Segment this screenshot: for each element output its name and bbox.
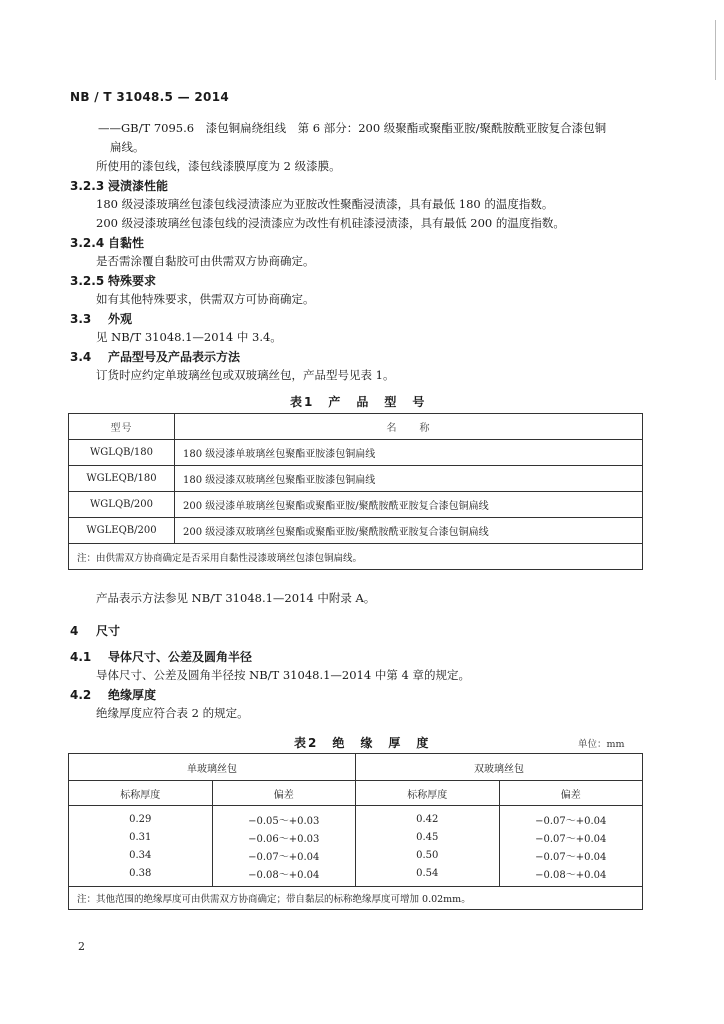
product-model-table: [68, 413, 643, 570]
section-3-3-heading: [70, 310, 132, 327]
column-header-model: 型号: [69, 414, 175, 440]
single-nominal-cell: 0.34: [69, 846, 213, 864]
reference-line-1: ——GB/T 7095.6 漆包铜扁绕组线 第 6 部分：200 级聚酯或聚酯亚胺/聚酰胺酰亚胺复合漆包铜: [98, 121, 607, 135]
double-nominal-cell: 0.42: [356, 806, 500, 829]
section-number: 3.4: [70, 350, 92, 364]
section-3-2-4-heading: [70, 234, 144, 251]
table-2-caption: 表2 绝 缘 厚 度: [294, 736, 431, 750]
section-4-1-heading: [70, 648, 252, 665]
table-row: [69, 806, 643, 829]
self-bonding-text: 是否需涂覆自黏胶可由供需双方协商确定。: [96, 254, 315, 268]
section-title: 自黏性: [108, 236, 145, 250]
section-title: 外观: [108, 312, 133, 326]
section-title: 浸渍漆性能: [108, 179, 169, 193]
name-cell: 200 级浸漆双玻璃丝包聚酯或聚酯亚胺/聚酰胺酰亚胺复合漆包铜扁线: [175, 518, 643, 544]
table-row: [69, 466, 643, 492]
table-header-row: [69, 414, 643, 440]
table-row: [69, 828, 643, 846]
section-3-2-3-heading: [70, 177, 168, 194]
double-deviation-cell: −0.07～+0.04: [499, 806, 643, 829]
name-cell: 200 级浸漆单玻璃丝包聚酯或聚酯亚胺/聚酰胺酰亚胺复合漆包铜扁线: [175, 492, 643, 518]
section-4-heading: [70, 622, 120, 639]
section-title: 特殊要求: [108, 274, 157, 288]
section-number: 3.3: [70, 312, 92, 326]
reference-line-2: 扁线。: [110, 140, 145, 154]
section-number: 3.2.4: [70, 236, 105, 250]
model-cell: WGLEQB/180: [69, 466, 175, 492]
table-note-row: [69, 544, 643, 570]
column-header-deviation: 偏差: [499, 781, 643, 806]
double-nominal-cell: 0.45: [356, 828, 500, 846]
impregnation-180-text: 180 级浸漆玻璃丝包漆包线浸渍漆应为亚胺改性聚酯浸渍漆，具有最低 180 的温度指数。: [96, 197, 554, 211]
standard-id-header: NB / T 31048.5 — 2014: [70, 90, 230, 104]
conductor-dimensions-text: 导体尺寸、公差及圆角半径按 NB/T 31048.1—2014 中第 4 章的规定。: [96, 668, 470, 682]
film-thickness-text: 所使用的漆包线，漆包线漆膜厚度为 2 级漆膜。: [96, 159, 341, 173]
table-row: [69, 440, 643, 466]
table-row: [69, 492, 643, 518]
section-number: 3.2.3: [70, 179, 105, 193]
table-2-note: 注：其他范围的绝缘厚度可由供需双方协商确定；带自黏层的标称绝缘厚度可增加 0.02mm。: [69, 887, 643, 910]
double-nominal-cell: 0.50: [356, 846, 500, 864]
section-title: 绝缘厚度: [108, 688, 157, 702]
model-order-text: 订货时应约定单玻璃丝包或双玻璃丝包，产品型号见表 1。: [96, 368, 395, 382]
section-3-4-heading: [70, 348, 240, 365]
scan-edge-line: [715, 20, 716, 80]
double-deviation-cell: −0.07～+0.04: [499, 846, 643, 864]
single-deviation-cell: −0.08～+0.04: [212, 864, 356, 887]
model-cell: WGLQB/180: [69, 440, 175, 466]
name-cell: 180 级浸漆双玻璃丝包聚酯亚胺漆包铜扁线: [175, 466, 643, 492]
table-header-row: [69, 781, 643, 806]
table-row: [69, 846, 643, 864]
section-number: 4.2: [70, 688, 92, 702]
table-2-unit: 单位：mm: [578, 739, 625, 750]
group-header-single-glass: 单玻璃丝包: [69, 754, 356, 781]
section-number: 4: [70, 624, 79, 638]
table-1-caption: 表1 产 品 型 号: [290, 395, 427, 409]
single-deviation-cell: −0.06～+0.03: [212, 828, 356, 846]
section-4-2-heading: [70, 686, 156, 703]
product-representation-text: 产品表示方法参见 NB/T 31048.1—2014 中附录 A。: [96, 591, 376, 605]
single-nominal-cell: 0.31: [69, 828, 213, 846]
insulation-thickness-text: 绝缘厚度应符合表 2 的规定。: [96, 706, 249, 720]
single-deviation-cell: −0.05～+0.03: [212, 806, 356, 829]
table-row: [69, 864, 643, 887]
column-header-nominal: 标称厚度: [69, 781, 213, 806]
section-title: 尺寸: [96, 624, 121, 638]
model-cell: WGLQB/200: [69, 492, 175, 518]
single-nominal-cell: 0.38: [69, 864, 213, 887]
appearance-text: 见 NB/T 31048.1—2014 中 3.4。: [96, 330, 282, 344]
model-cell: WGLEQB/200: [69, 518, 175, 544]
name-cell: 180 级浸漆单玻璃丝包聚酯亚胺漆包铜扁线: [175, 440, 643, 466]
column-header-deviation: 偏差: [212, 781, 356, 806]
single-nominal-cell: 0.29: [69, 806, 213, 829]
table-1-note: 注：由供需双方协商确定是否采用自黏性浸漆玻璃丝包漆包铜扁线。: [69, 544, 643, 570]
group-header-double-glass: 双玻璃丝包: [356, 754, 643, 781]
single-deviation-cell: −0.07～+0.04: [212, 846, 356, 864]
section-title: 导体尺寸、公差及圆角半径: [108, 650, 253, 664]
impregnation-200-text: 200 级浸漆玻璃丝包漆包线的浸渍漆应为改性有机硅漆浸渍漆，具有最低 200 的温度指数。: [96, 216, 565, 230]
table-row: [69, 518, 643, 544]
table-group-header-row: [69, 754, 643, 781]
section-3-2-5-heading: [70, 272, 156, 289]
insulation-thickness-table: [68, 753, 643, 910]
section-number: 3.2.5: [70, 274, 105, 288]
double-nominal-cell: 0.54: [356, 864, 500, 887]
double-deviation-cell: −0.08～+0.04: [499, 864, 643, 887]
column-header-nominal: 标称厚度: [356, 781, 500, 806]
section-title: 产品型号及产品表示方法: [108, 350, 241, 364]
section-number: 4.1: [70, 650, 92, 664]
table-note-row: [69, 887, 643, 910]
column-header-name: 名 称: [175, 414, 643, 440]
page-number: 2: [78, 940, 85, 953]
special-requirements-text: 如有其他特殊要求，供需双方可协商确定。: [96, 292, 315, 306]
double-deviation-cell: −0.07～+0.04: [499, 828, 643, 846]
